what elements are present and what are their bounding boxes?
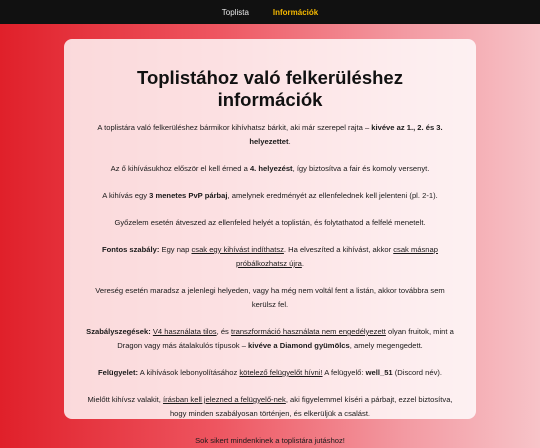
text: , így biztosítva a fair és komoly versenyt. — [292, 164, 430, 173]
text: . — [301, 259, 304, 268]
nav-link-toplista[interactable]: Toplista — [221, 7, 249, 17]
info-card — [64, 39, 476, 445]
text: A kihívások lebonyolításához — [138, 368, 240, 377]
text: Az ő kihívásukhoz először el kell érned a — [110, 164, 250, 173]
text: , és — [216, 327, 231, 336]
paragraph-notify-supervisor — [86, 393, 454, 421]
text: olyan fruitok, mint a Dragon vagy más átalakulós típusok – — [117, 327, 454, 350]
underline-supervisor-required: kötelező felügyelőt hívni! — [239, 368, 323, 377]
text: Vereség esetén maradsz a jelenlegi helyeden, vagy ha még nem voltál fent a listán, akkor továbbra sem kerülsz fel. — [95, 286, 445, 309]
underline-transformation-forbidden: transzformáció használata nem engedélyezett — [230, 327, 386, 336]
paragraph-important-rule — [86, 243, 454, 271]
text: Mielőtt kihívsz valakit, — [87, 395, 163, 404]
underline-one-challenge: csak egy kihívást indíthatsz — [191, 245, 284, 254]
underline-written-notice: írásban kell jelezned a felügyelő-nek — [162, 395, 286, 404]
text: Sok sikert mindenkinek a toplistára jutáshoz! — [195, 436, 345, 445]
label-violations: Szabályszegések: — [86, 327, 151, 336]
paragraph-good-luck — [86, 434, 454, 448]
paragraph-victory — [86, 216, 454, 230]
underline-v4-forbidden: V4 használata tilos — [152, 327, 217, 336]
emphasis-top-three-exception: kivéve az 1., 2. és 3. helyezettet — [249, 123, 443, 146]
text: Győzelem esetén átveszed az ellenfeled helyét a toplistán, és folytathatod a felfelé menetelt. — [114, 218, 426, 227]
text: . — [288, 137, 291, 146]
emphasis-pvp-duel: 3 menetes PvP párbaj — [149, 191, 228, 200]
page-title: Toplistához való felkerüléshez információk — [137, 67, 403, 110]
text: , amelynek eredményét az ellenfelednek kell jelenteni (pl. 2-1). — [227, 191, 438, 200]
nav-link-informaciok[interactable]: Információk — [272, 7, 319, 17]
paragraph-match-format — [86, 189, 454, 203]
text: (Discord név). — [392, 368, 443, 377]
text: A felügyelő: — [322, 368, 366, 377]
text: , aki figyelemmel kíséri a párbajt, ezzel biztosítva, hogy minden szabályosan történjen, és elkerüljük a csalást. — [169, 395, 453, 418]
text: A kihívás egy — [102, 191, 150, 200]
text: . Ha elveszíted a kihívást, akkor — [283, 245, 394, 254]
paragraph-reach-fourth — [86, 162, 454, 176]
text: , amely megengedett. — [349, 341, 423, 350]
emphasis-fourth-place: 4. helyezést — [249, 164, 293, 173]
top-navigation — [0, 0, 540, 24]
underline-retry-next-day: csak másnap próbálkozhatsz újra — [236, 245, 438, 268]
paragraph-violations — [86, 325, 454, 353]
emphasis-diamond-exception: kivéve a Diamond gyümölcs — [248, 341, 350, 350]
text: A toplistára való felkerüléshez bármikor kihívhatsz bárkit, aki már szerepel rajta – — [97, 123, 372, 132]
label-important-rule: Fontos szabály: — [102, 245, 160, 254]
text: Egy nap — [159, 245, 192, 254]
supervisor-name: well_51 — [365, 368, 393, 377]
paragraph-supervision — [86, 366, 454, 380]
paragraph-defeat — [86, 284, 454, 312]
label-supervision: Felügyelet: — [97, 368, 139, 377]
paragraph-challenge-anyone — [86, 121, 454, 149]
